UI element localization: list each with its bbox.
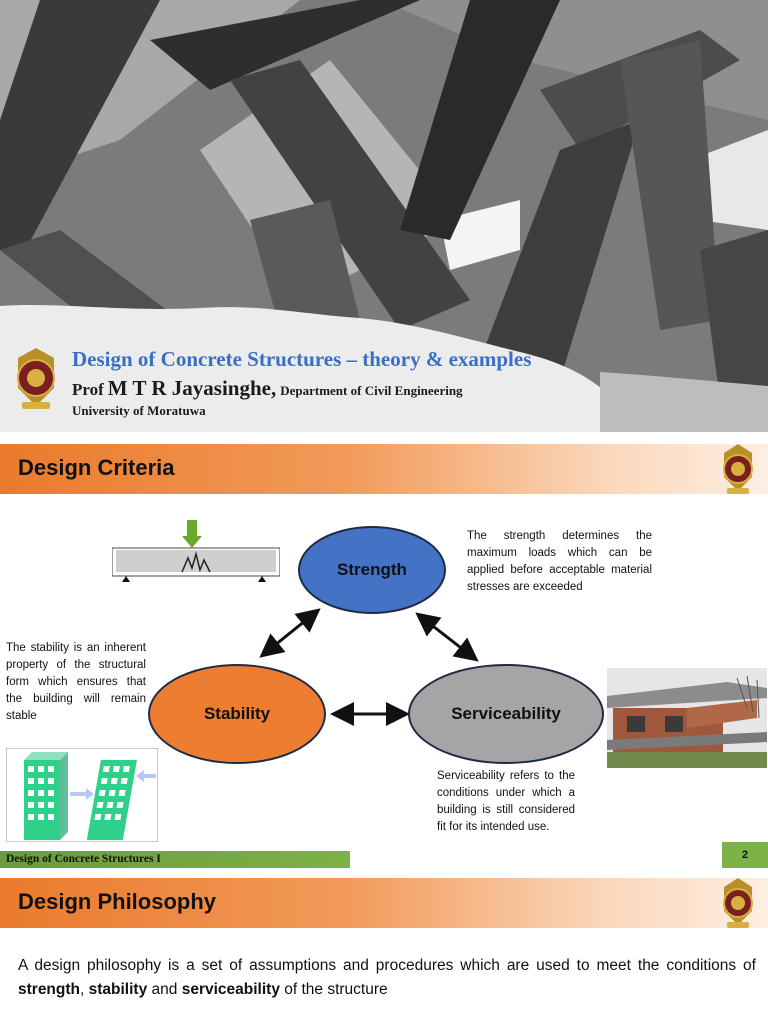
author-prefix: Prof (72, 380, 104, 399)
stability-circle: Stability (148, 664, 326, 764)
slide-heading: Design Criteria (18, 455, 175, 480)
stability-description: The stability is an inherent property of the structural form which ensures that the building will remain stable (6, 642, 146, 722)
serviceability-description: Serviceability refers to the conditions under which a building is still considered fit for its intended use. (437, 770, 575, 833)
page-number: 2 (722, 842, 768, 868)
philosophy-definition: A design philosophy is a set of assumptions and procedures which are used to meet the conditions of strength, stability and serviceability of the structure (18, 957, 756, 998)
university-seal-icon (8, 344, 64, 412)
department: Department of Civil Engineering (280, 383, 463, 398)
slide-heading: Design Philosophy (18, 889, 217, 914)
design-philosophy-slide (0, 868, 768, 1024)
author-name: M T R Jayasinghe, (107, 376, 277, 400)
university-seal-icon (716, 875, 760, 931)
footer-course-title: Design of Concrete Structures I (6, 853, 161, 865)
keyword-stability: stability (88, 981, 148, 998)
leaning-buildings-image (6, 748, 158, 842)
keyword-serviceability: serviceability (181, 981, 280, 998)
strength-circle: Strength (298, 526, 446, 614)
serviceability-circle: Serviceability (408, 664, 604, 764)
university-name: University of Moratuwa (72, 403, 206, 418)
strength-description: The strength determines the maximum loads which can be applied before acceptable material stresses are exceeded (467, 530, 652, 593)
author-line (72, 376, 463, 401)
damaged-building-photo (607, 668, 767, 768)
design-criteria-slide (0, 432, 768, 868)
presentation-title: Design of Concrete Structures – theory & examples (72, 347, 532, 371)
keyword-strength: strength (18, 981, 80, 998)
title-slide (0, 0, 768, 432)
